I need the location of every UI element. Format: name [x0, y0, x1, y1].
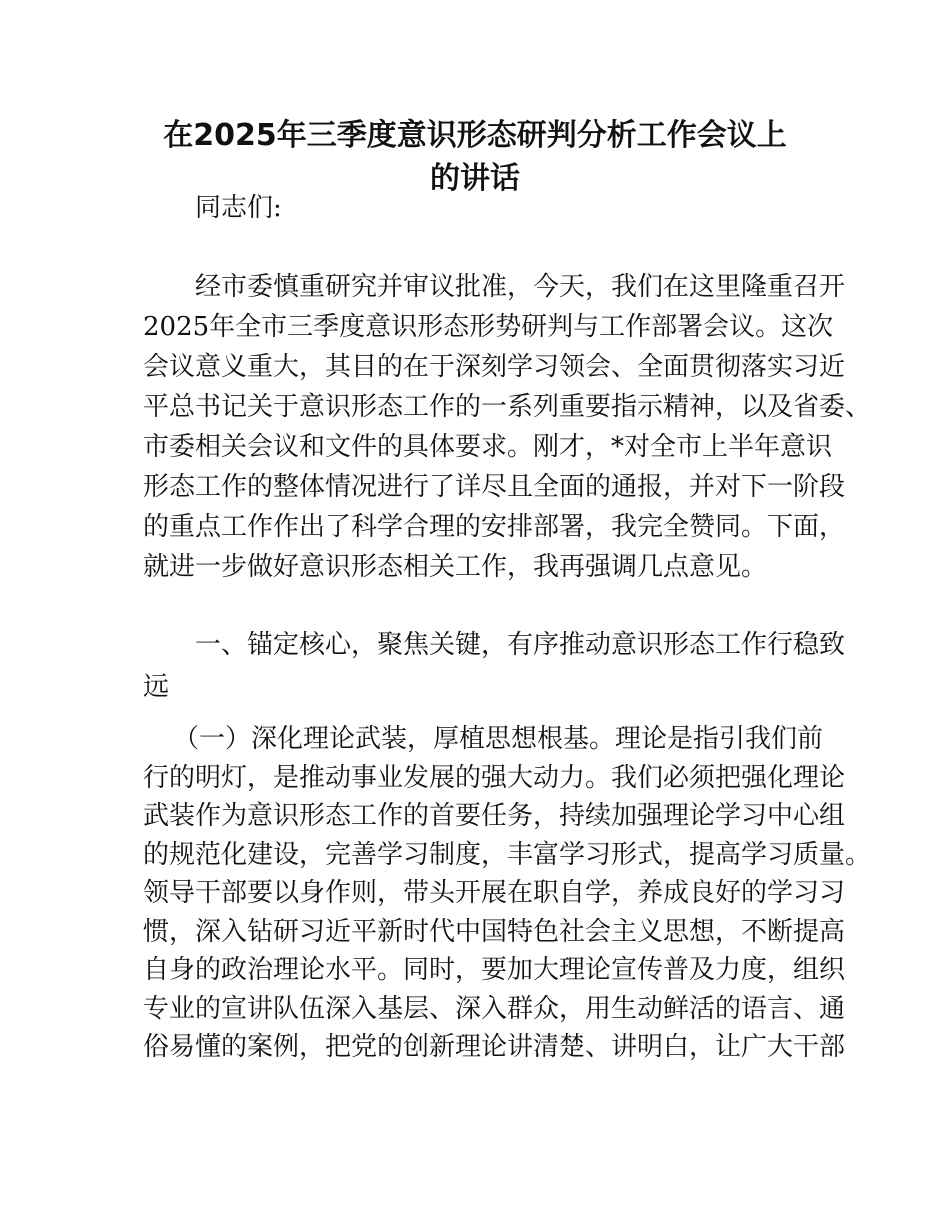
paragraph-subsection-1: [143, 720, 872, 1067]
paragraph-line: 自身的政治理论水平。同时，要加大理论宣传普及力度，组织: [143, 955, 846, 985]
paragraph-line: 俗易懂的案例，把党的创新理论讲清楚、讲明白，让广大干部: [143, 1032, 846, 1062]
paragraph-line: 形态工作的整体情况进行了详尽且全面的通报，并对下一阶段: [143, 472, 846, 502]
heading-line: 远: [143, 672, 170, 702]
paragraph-line: 专业的宣讲队伍深入基层、深入群众，用生动鲜活的语言、通: [143, 993, 846, 1024]
paragraph-line: 会议意义重大，其目的在于深刻学习领会、全面贯彻落实习近: [143, 352, 846, 382]
paragraph-line: 2025年全市三季度意识形态形势研判与工作部署会议。这次: [143, 312, 834, 342]
paragraph-line: （一）深化理论武装，厚植思想根基。理论是指引我们前: [173, 724, 824, 754]
paragraph-line: 平总书记关于意识形态工作的一系列重要指示精神，以及省委、: [143, 392, 872, 422]
paragraph-intro: [143, 267, 872, 587]
paragraph-line: 市委相关会议和文件的具体要求。刚才，*对全市上半年意识: [143, 432, 833, 462]
greeting: [143, 188, 808, 228]
title-line: 在2025年三季度意识形态研判分析工作会议上: [163, 118, 787, 153]
paragraph-line: 领导干部要以身作则，带头开展在职自学，养成良好的学习习: [143, 878, 846, 908]
paragraph-line: 的规范化建设，完善学习制度，丰富学习形式，提高学习质量。: [143, 839, 872, 870]
paragraph-line: 就进一步做好意识形态相关工作，我再强调几点意见。: [143, 552, 768, 582]
paragraph-line: 武装作为意识形态工作的首要任务，持续加强理论学习中心组: [143, 801, 846, 831]
paragraph-line: 经市委慎重研究并审议批准，今天，我们在这里隆重召开: [195, 272, 846, 302]
section-heading-1: [143, 624, 846, 708]
paragraph-line: 行的明灯，是推动事业发展的强大动力。我们必须把强化理论: [143, 762, 846, 793]
greeting-text: 同志们:: [195, 193, 282, 223]
title-line: 的讲话: [430, 161, 520, 196]
paragraph-line: 的重点工作作出了科学合理的安排部署，我完全赞同。下面，: [143, 512, 846, 542]
paragraph-line: 惯，深入钻研习近平新时代中国特色社会主义思想，不断提高: [143, 916, 846, 947]
heading-line: 一、锚定核心，聚焦关键，有序推动意识形态工作行稳致: [195, 630, 846, 660]
